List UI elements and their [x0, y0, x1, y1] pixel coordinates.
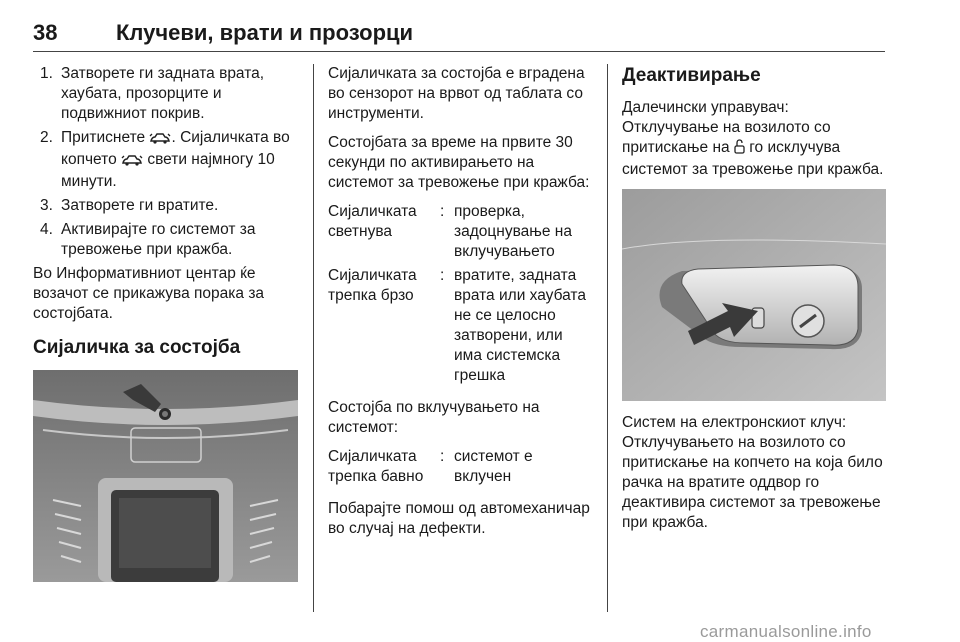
- column-1: [33, 64, 301, 594]
- paragraph-text-after: го исклучува системот за тревожење при кражба.: [622, 139, 884, 178]
- column-divider-2: [607, 64, 608, 612]
- column-3: [622, 64, 886, 542]
- list-item: [33, 220, 301, 260]
- row-label: Сијаличката трепка бавно: [328, 448, 424, 485]
- step-text-middle: . Сијаличката во копчето: [61, 129, 290, 168]
- paragraph: Состојбата за време на првите 30 секунди по активирањето на системот за тревожење при кражба:: [328, 134, 590, 191]
- row-value: системот е вклучен: [454, 448, 533, 485]
- section-heading: Деактивирање: [622, 65, 761, 86]
- paragraph: Сијаличката за состојба е вградена во сензорот на врвот од таблата со инструменти.: [328, 65, 585, 122]
- unlock-padlock-icon: [734, 139, 745, 160]
- row-label: Сијаличката трепка брзо: [328, 267, 417, 304]
- paragraph: Побарајте помош од автомеханичар во случај на дефекти.: [328, 500, 590, 537]
- list-item: [33, 196, 301, 216]
- table-row: [328, 202, 590, 262]
- row-colon: :: [440, 267, 445, 284]
- column-divider-1: [313, 64, 314, 612]
- step-text: Затворете ги задната врата, хаубата, прозорците и подвижниот покрив.: [61, 65, 265, 122]
- section-heading: Сијаличка за состојба: [33, 337, 241, 358]
- paragraph: [622, 98, 886, 180]
- car-alarm-icon: [121, 152, 143, 172]
- page-header: [33, 20, 885, 50]
- header-rule: [33, 51, 885, 52]
- dashboard-sensor-photo: [33, 370, 298, 582]
- table-row: [328, 266, 590, 386]
- step-number: 1.: [40, 65, 53, 82]
- step-number: 3.: [40, 197, 53, 214]
- step-text: Затворете ги вратите.: [61, 197, 219, 214]
- step-number: 2.: [40, 129, 53, 146]
- step-text-before: Притиснете: [61, 129, 150, 146]
- status-table: [328, 447, 590, 487]
- row-label: Сијаличката светнува: [328, 203, 417, 240]
- door-handle-photo: [622, 189, 886, 401]
- status-table: [328, 202, 590, 386]
- row-colon: :: [440, 203, 445, 220]
- info-paragraph: Во Информативниот центар ќе возачот се прикажува порака за состојбата.: [33, 265, 265, 322]
- page-title: Клучеви, врати и прозорци: [116, 20, 414, 45]
- page-number: 38: [33, 20, 58, 45]
- step-number: 4.: [40, 221, 53, 238]
- step-text-end: свети најмногу 10 минути.: [61, 151, 275, 190]
- steps-list: [33, 64, 301, 260]
- paragraph: Состојба по вклучувањето на системот:: [328, 399, 540, 436]
- row-value: проверка, задоцнување на вклучувањето: [454, 203, 572, 260]
- car-alarm-icon: [149, 130, 171, 150]
- row-value: вратите, задната врата или хаубата не се целосно затворени, или има системска грешка: [454, 267, 586, 384]
- paragraph: Систем на електронскиот клуч: Отклучувањето на возилото со притискање на копчето на која било рачка на вратите оддвор го деактивира системот за тревожење при кражба.: [622, 414, 883, 531]
- paragraph-text-before: Далечински управувач: Отклучување на возилото со притискање на: [622, 99, 831, 156]
- list-item: [33, 128, 301, 192]
- watermark: carmanualsonline.info: [700, 622, 872, 641]
- list-item: [33, 64, 301, 124]
- column-2: [328, 64, 590, 548]
- table-row: [328, 447, 590, 487]
- step-text: Активирајте го системот за тревожење при кражба.: [61, 221, 256, 258]
- row-colon: :: [440, 448, 445, 465]
